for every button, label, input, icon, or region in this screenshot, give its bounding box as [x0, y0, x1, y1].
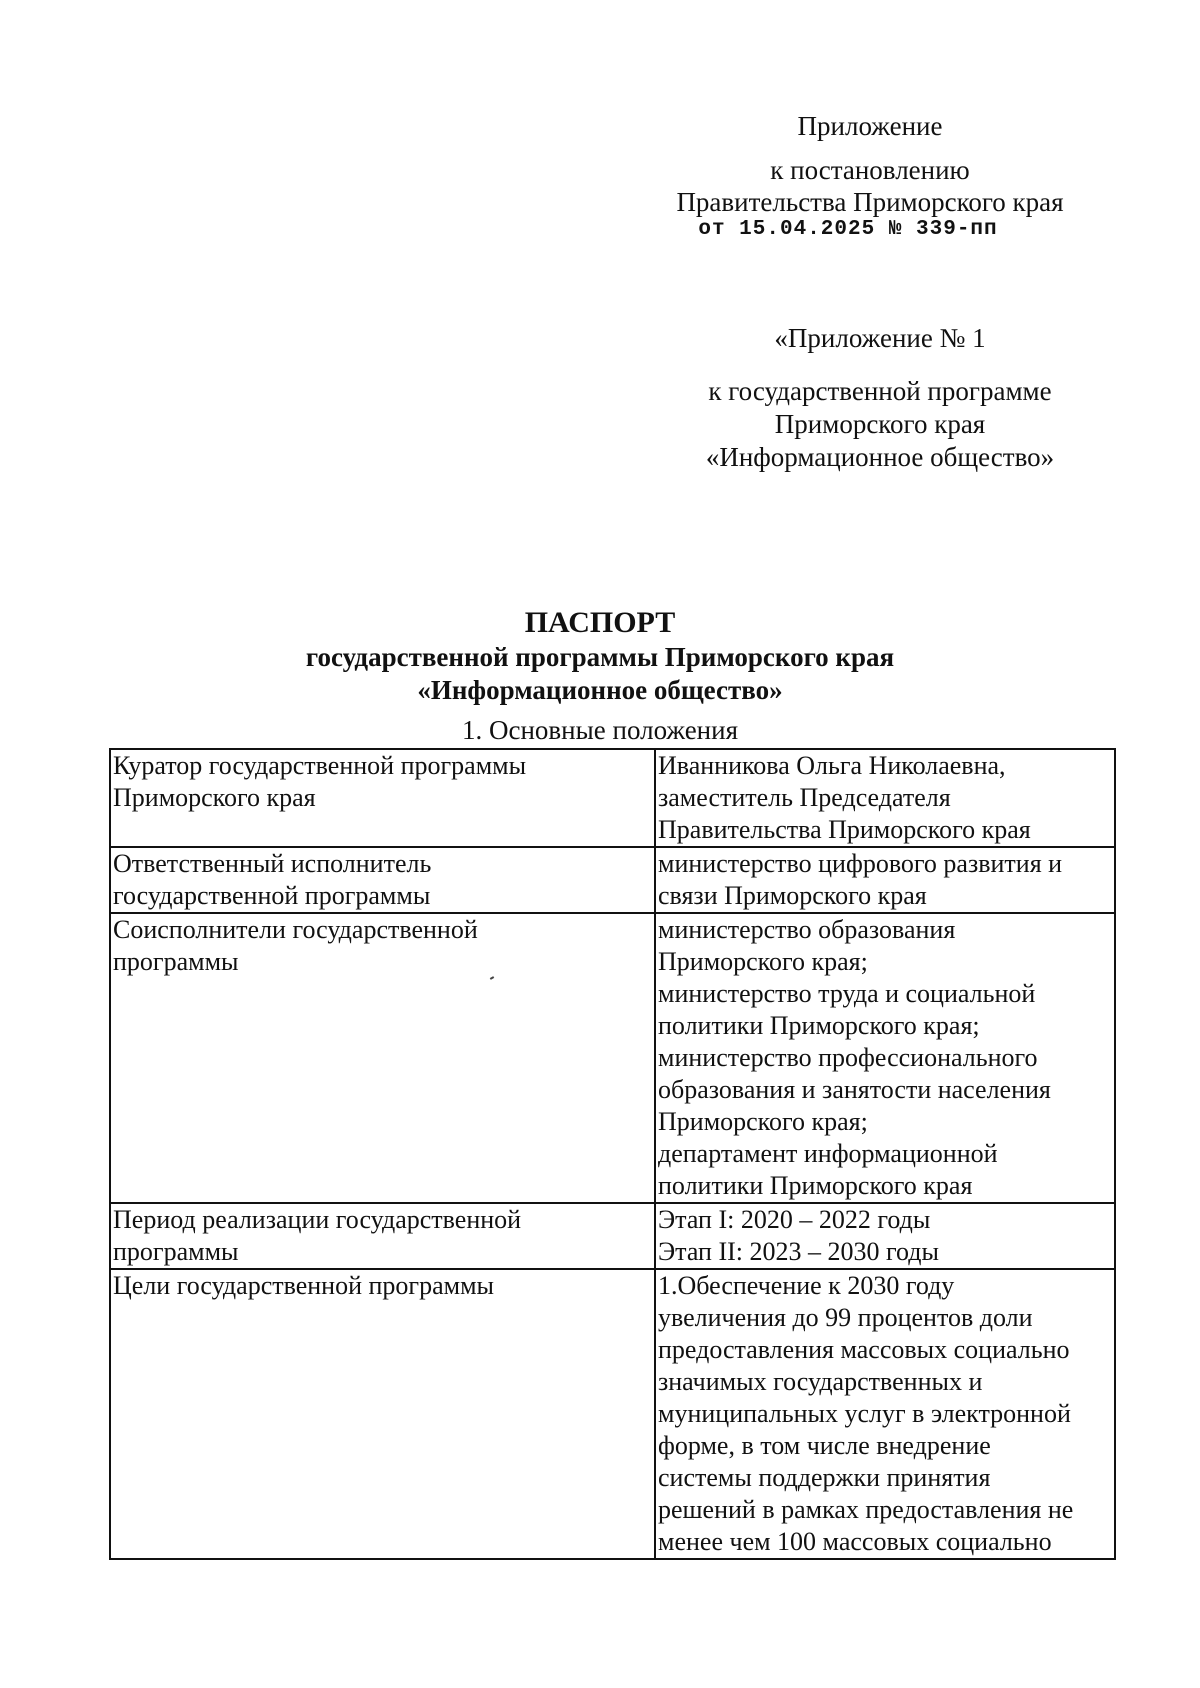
row-value — [655, 749, 1115, 847]
table-row-period — [110, 1203, 1115, 1269]
row-label — [110, 913, 655, 1203]
cell-text: муниципальных услуг в электронной — [658, 1399, 1071, 1428]
cell-text: политики Приморского края — [658, 1171, 973, 1200]
cell-text: Куратор государственной программы — [113, 751, 527, 780]
cell-text: программы — [113, 1237, 239, 1266]
row-value — [655, 913, 1115, 1203]
title-main: ПАСПОРТ — [524, 606, 676, 639]
cell-text: связи Приморского края — [658, 881, 927, 910]
row-value — [655, 1269, 1115, 1559]
cell-text: Период реализации государственной — [113, 1205, 522, 1234]
cell-text: департамент информационной — [658, 1139, 998, 1168]
table-row-responsible — [110, 847, 1115, 913]
table-row-curator — [110, 749, 1115, 847]
passport-title — [150, 604, 1050, 707]
cell-text: заместитель Председателя — [658, 783, 951, 812]
cell-text: Приморского края — [113, 783, 316, 812]
region-label: Приморского края — [774, 409, 986, 439]
cell-text: Приморского края; — [658, 947, 868, 976]
cell-text: системы поддержки принятия — [658, 1463, 991, 1492]
row-label — [110, 749, 655, 847]
cell-text: образования и занятости населения — [658, 1075, 1051, 1104]
section-heading: 1. Основные положения — [462, 715, 738, 745]
cell-text: Этап II: 2023 – 2030 годы — [658, 1237, 939, 1266]
cell-text: решений в рамках предоставления не — [658, 1495, 1074, 1524]
row-label — [110, 847, 655, 913]
table-row-goals — [110, 1269, 1115, 1559]
cell-text: Иванникова Ольга Николаевна, — [658, 751, 1006, 780]
cell-text: предоставления массовых социально — [658, 1335, 1070, 1364]
cell-text: политики Приморского края; — [658, 1011, 980, 1040]
cell-text: Приморского края; — [658, 1107, 868, 1136]
row-label — [110, 1269, 655, 1559]
cell-text: министерство профессионального — [658, 1043, 1038, 1072]
cell-text: форме, в том числе внедрение — [658, 1431, 991, 1460]
to-program-label: к государственной программе — [708, 376, 1052, 406]
cell-text: менее чем 100 массовых социально — [658, 1527, 1052, 1556]
decree-appendix-header — [640, 110, 1100, 242]
program-appendix-header — [660, 322, 1100, 474]
cell-text: увеличения до 99 процентов доли — [658, 1303, 1033, 1332]
decree-number: от 15.04.2025 № 339-пп — [698, 218, 998, 241]
cell-text: Цели государственной программы — [113, 1271, 494, 1300]
cell-text: министерство образования — [658, 915, 956, 944]
cell-text: Этап I: 2020 – 2022 годы — [658, 1205, 931, 1234]
row-label — [110, 1203, 655, 1269]
title-line-2: государственной программы Приморского края — [305, 642, 895, 672]
cell-text: министерство цифрового развития и — [658, 849, 1063, 878]
appendix-label: Приложение — [797, 111, 943, 141]
to-decree-label: к постановлению — [770, 155, 970, 185]
cell-text: Ответственный исполнитель — [113, 849, 432, 878]
title-line-3: «Информационное общество» — [417, 675, 783, 705]
cell-text: Соисполнители государственной — [113, 915, 478, 944]
cell-text: государственной программы — [113, 881, 431, 910]
government-label: Правительства Приморского края — [676, 187, 1064, 217]
row-value — [655, 847, 1115, 913]
cell-text: программы — [113, 947, 239, 976]
table-row-co-executors — [110, 913, 1115, 1203]
cell-text: значимых государственных и — [658, 1367, 983, 1396]
cell-text: Правительства Приморского края — [658, 815, 1031, 844]
program-appendix-label: «Приложение № 1 — [774, 323, 986, 353]
row-value — [655, 1203, 1115, 1269]
cell-text: министерство труда и социальной — [658, 979, 1036, 1008]
program-name-label: «Информационное общество» — [705, 442, 1055, 472]
passport-table — [109, 748, 1116, 1560]
cell-text: 1.Обеспечение к 2030 году — [658, 1271, 955, 1300]
